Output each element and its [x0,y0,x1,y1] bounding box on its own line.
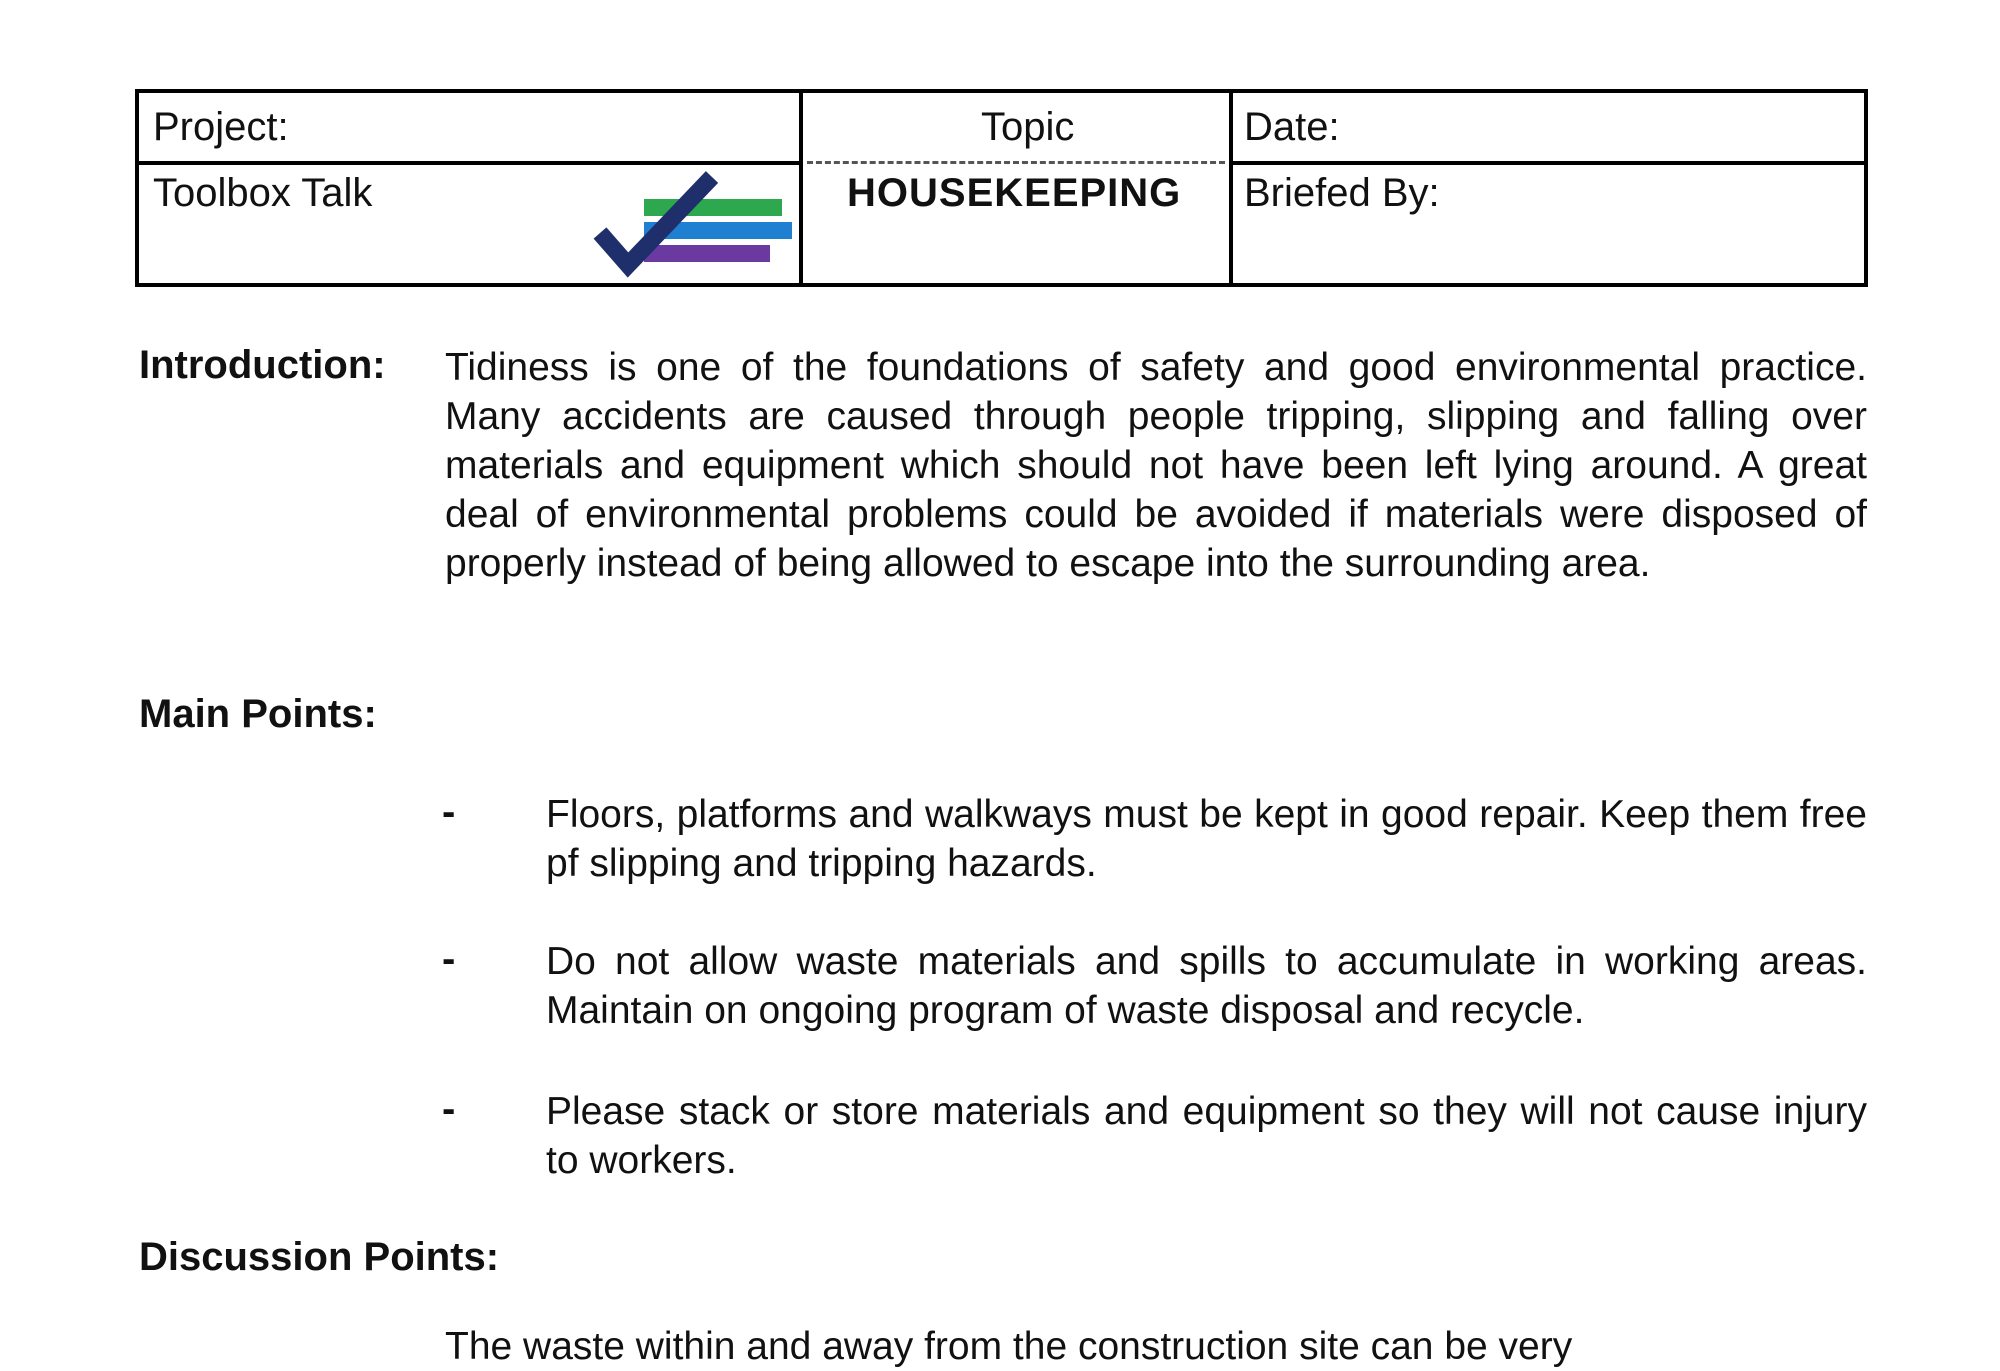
logo-bar-purple [644,245,770,262]
main-point-item: Do not allow waste materials and spills to accumulate in working areas. Maintain on ongoing program of waste disposal and recycle. [546,940,1867,1032]
header-divider-left [799,93,803,283]
checklist-logo-icon [594,175,794,281]
introduction-text: Tidiness is one of the foundations of safety and good environmental practice. Many accidents are caused through people tripping, slipping and falling over materials and equipment which should not have been left lying around. A great deal of environmental problems could be avoided if materials were disposed of properly instead of being allowed to escape into the surrounding area. [445,346,1867,585]
main-point-item: Floors, platforms and walkways must be kept in good repair. Keep them free pf slipping and tripping hazards. [546,793,1867,885]
bullet-marker: - [442,790,456,834]
date-label: Date: [1244,105,1340,149]
header-row-line-left [139,161,799,165]
topic-label: Topic [981,105,1075,149]
main-point-item: Please stack or store materials and equipment so they will not cause injury to workers. [546,1090,1867,1182]
introduction-heading: Introduction: [139,343,386,387]
bullet-marker: - [442,937,456,981]
topic-title: HOUSEKEEPING [847,171,1182,215]
bullet-marker: - [442,1087,456,1131]
logo-bar-green [644,199,782,216]
briefed-by-label: Briefed By: [1244,171,1440,215]
topic-dashed-line [807,161,1225,164]
project-label: Project: [153,105,289,149]
discussion-partial-text: The waste within and away from the construction site can be very [445,1325,1573,1368]
toolbox-talk-label: Toolbox Talk [153,171,373,215]
header-table [135,89,1868,287]
header-row-line-right [1229,161,1864,165]
discussion-points-heading: Discussion Points: [139,1235,500,1279]
main-points-heading: Main Points: [139,692,377,736]
header-divider-right [1229,93,1233,283]
